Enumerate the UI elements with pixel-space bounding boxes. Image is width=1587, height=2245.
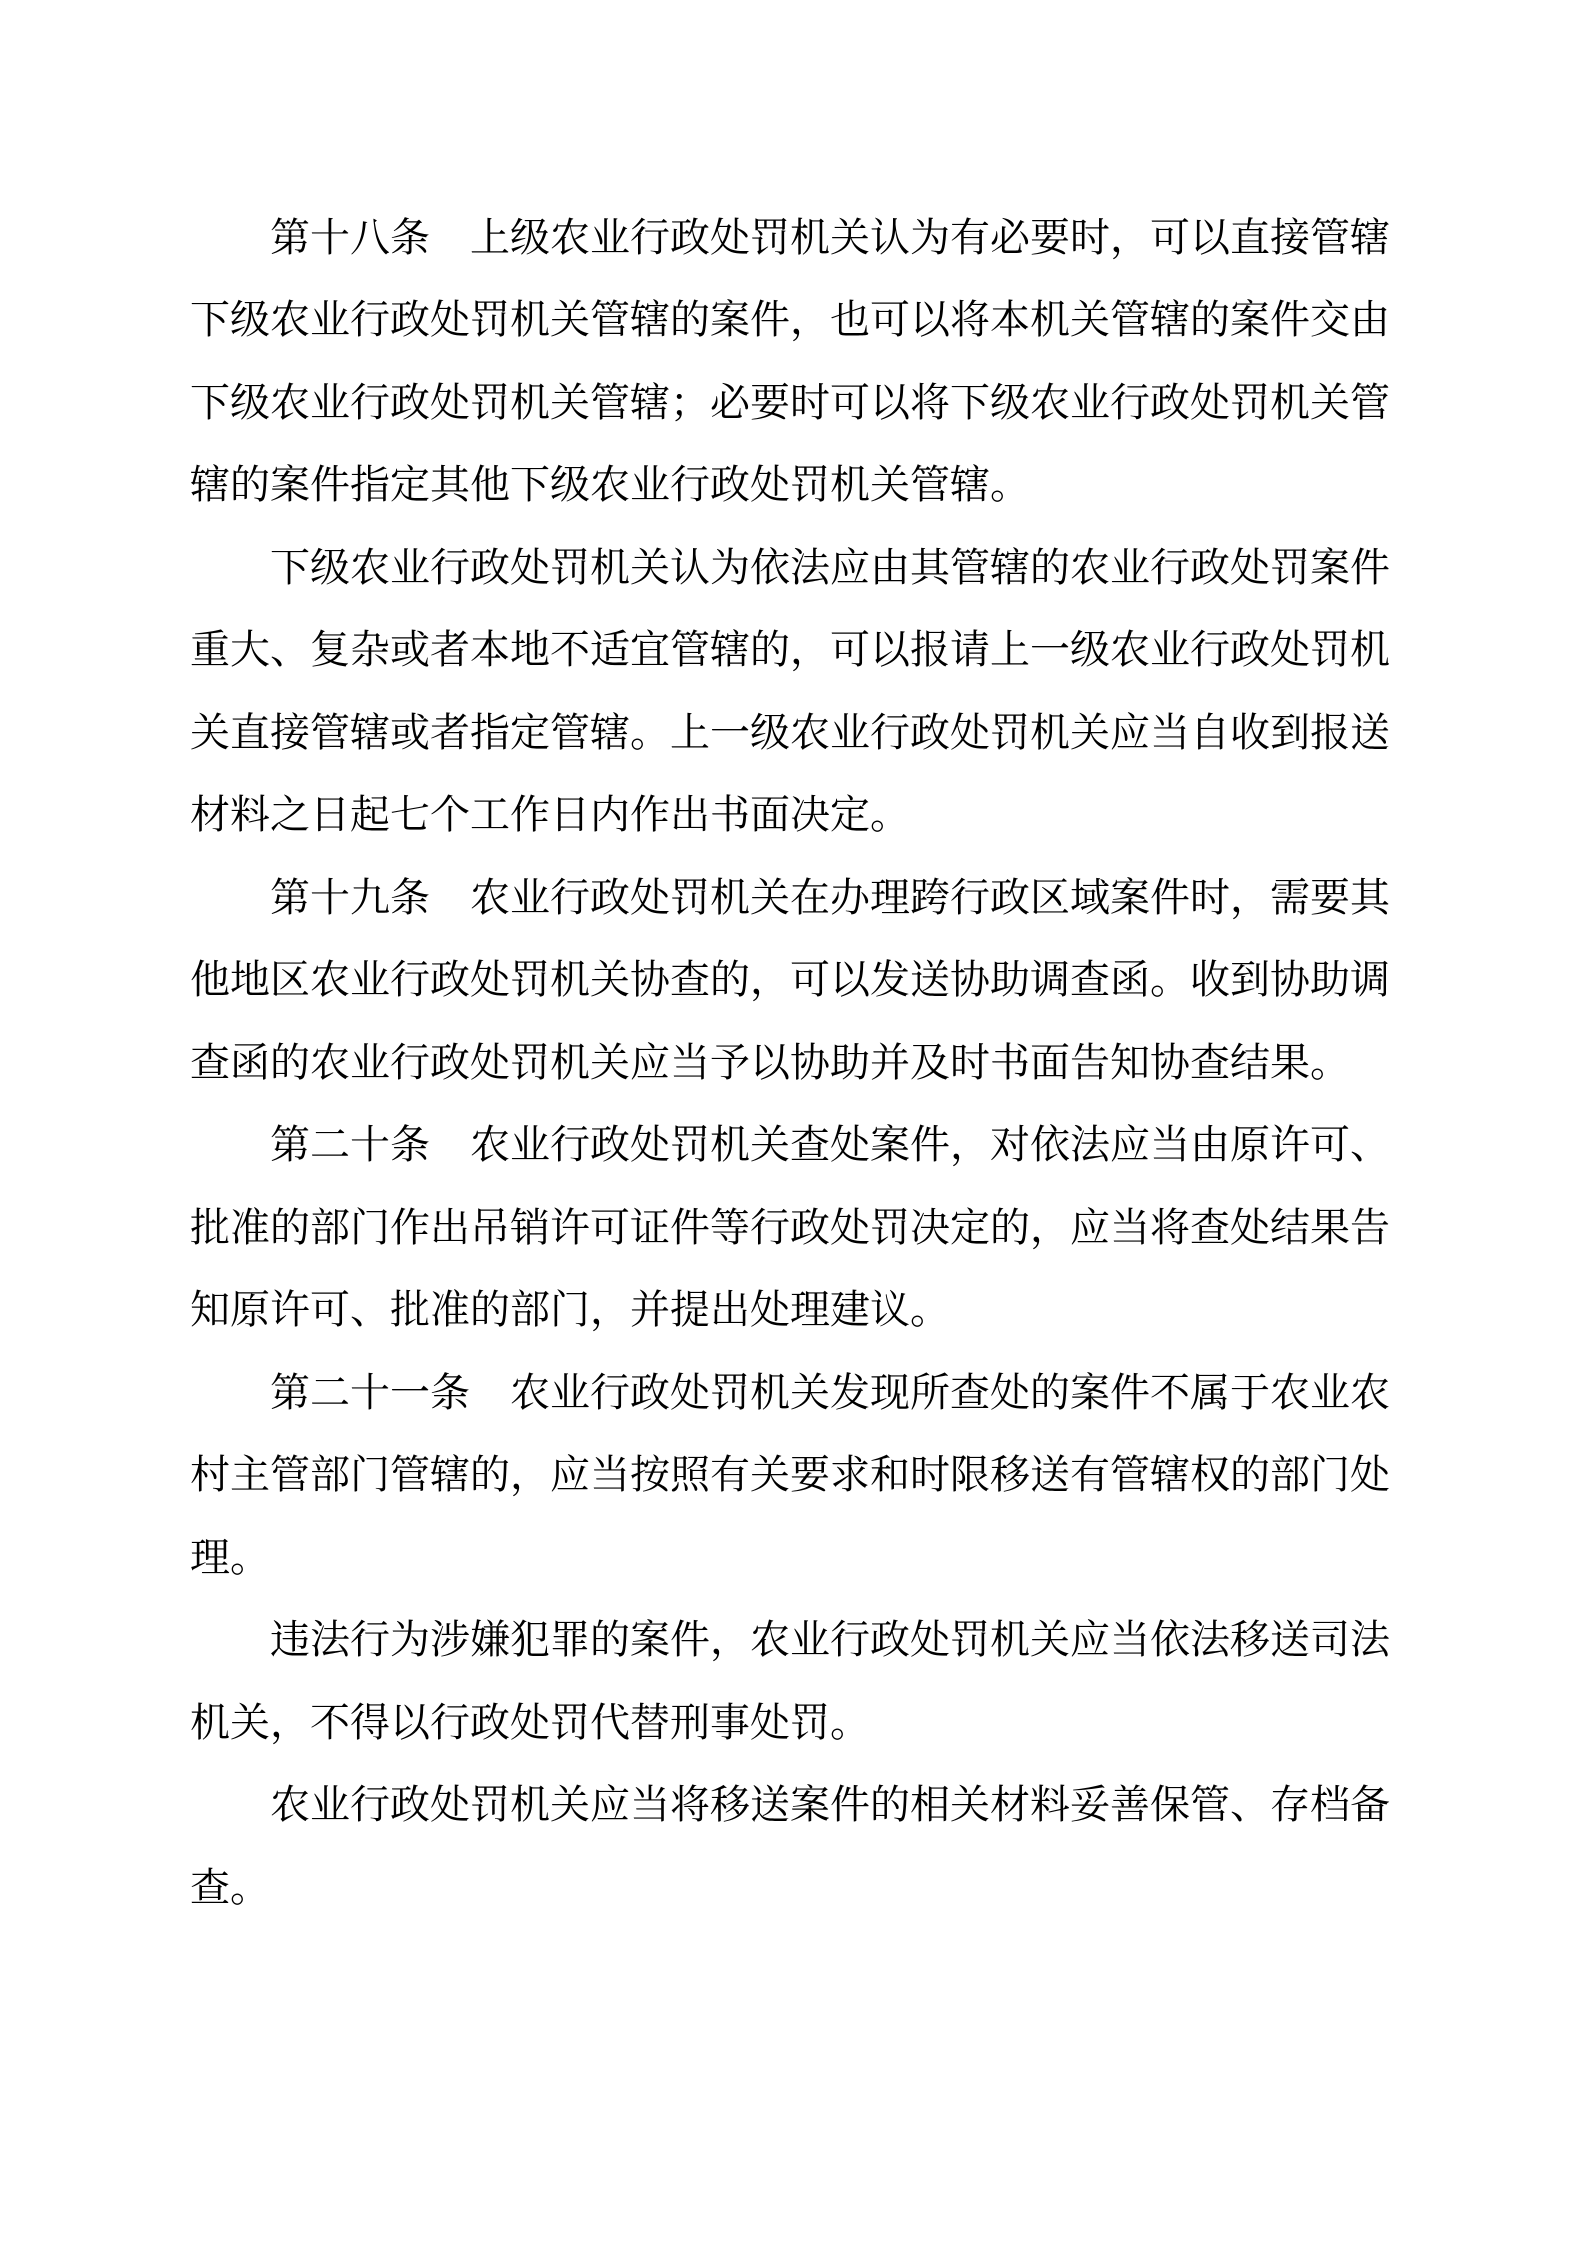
article-21-para3-line-1: 农业行政处罚机关应当将移送案件的相关材料妥善保管、存档备 xyxy=(270,1782,1390,1828)
article-21-line-1: 第二十一条 农业行政处罚机关发现所查处的案件不属于农业农 xyxy=(270,1370,1390,1416)
article-19-line-3: 查函的农业行政处罚机关应当予以协助并及时书面告知协查结果。 xyxy=(190,1040,1350,1086)
article-19-line-1: 第十九条 农业行政处罚机关在办理跨行政区域案件时，需要其 xyxy=(270,875,1390,921)
article-21-line-2: 村主管部门管辖的，应当按照有关要求和时限移送有管辖权的部门处 xyxy=(190,1452,1390,1498)
article-19-line-2: 他地区农业行政处罚机关协查的，可以发送协助调查函。收到协助调 xyxy=(190,957,1390,1003)
article-18-para2-line-4: 材料之日起七个工作日内作出书面决定。 xyxy=(190,792,910,838)
article-18-line-3: 下级农业行政处罚机关管辖；必要时可以将下级农业行政处罚机关管 xyxy=(190,380,1390,426)
article-20-line-2: 批准的部门作出吊销许可证件等行政处罚决定的，应当将查处结果告 xyxy=(190,1205,1390,1251)
article-20-line-1: 第二十条 农业行政处罚机关查处案件，对依法应当由原许可、 xyxy=(270,1122,1390,1168)
article-18-para2-line-3: 关直接管辖或者指定管辖。上一级农业行政处罚机关应当自收到报送 xyxy=(190,710,1390,756)
article-21-para3-line-2: 查。 xyxy=(190,1865,270,1911)
article-21-para2-line-2: 机关，不得以行政处罚代替刑事处罚。 xyxy=(190,1700,870,1746)
article-21-para2-line-1: 违法行为涉嫌犯罪的案件，农业行政处罚机关应当依法移送司法 xyxy=(270,1617,1390,1663)
article-21-line-3: 理。 xyxy=(190,1535,270,1581)
article-18-line-2: 下级农业行政处罚机关管辖的案件，也可以将本机关管辖的案件交由 xyxy=(190,297,1390,343)
article-18-para2-line-2: 重大、复杂或者本地不适宜管辖的，可以报请上一级农业行政处罚机 xyxy=(190,627,1390,673)
article-18-line-1: 第十八条 上级农业行政处罚机关认为有必要时，可以直接管辖 xyxy=(270,215,1390,261)
article-18-line-4: 辖的案件指定其他下级农业行政处罚机关管辖。 xyxy=(190,462,1030,508)
article-20-line-3: 知原许可、批准的部门，并提出处理建议。 xyxy=(190,1287,950,1333)
article-18-para2-line-1: 下级农业行政处罚机关认为依法应由其管辖的农业行政处罚案件 xyxy=(270,545,1390,591)
